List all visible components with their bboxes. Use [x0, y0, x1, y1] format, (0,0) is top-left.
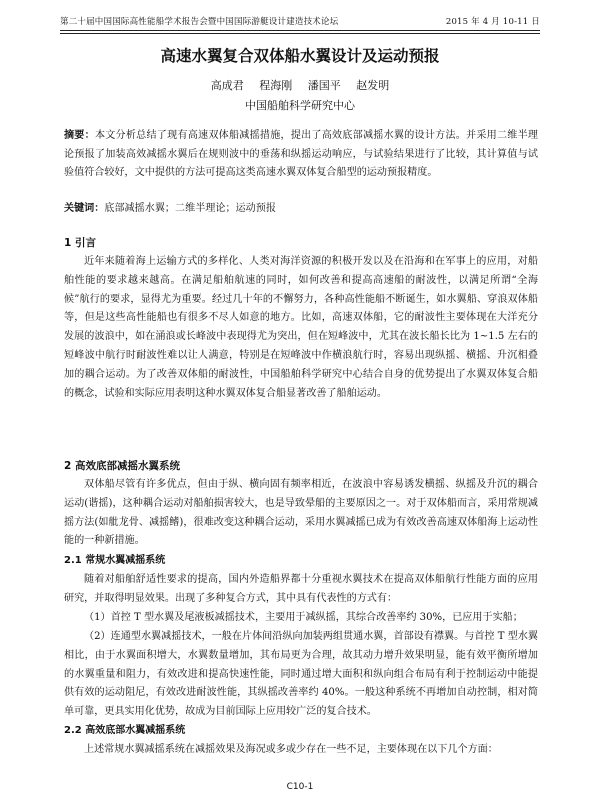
paragraph: 近年来随着海上运输方式的多样化、人类对海洋资源的积极开发以及在沿海和在军事上的应用，对船舶性能的要求越来越高。在满足船舶航速的同时，如何改善和提高高速船的耐波性，以满足所谓“全海候”航行的要求，显得尤为重要。经过几十年的不懈努力，各种高性能船不断诞生，如水翼船、穿浪双体船等，但是这些高性能船也有很多不尽人如意的地方。比如，高速双体船，它的耐波性主要体现在大洋充分发展的波浪中，如在涌浪或长峰波中表现得尤为突出，但在短峰波中，尤其在波长船长比为 1~1.5 左右的短峰波中航行时耐波性难以让人满意，特别是在短峰波中作横浪航行时，容易出现纵摇、横摇、升沉相叠加的耦合运动。为了改善双体船的耐波性，中国船舶科学研究中心结合自身的优势提出了水翼双体复合船的概念，试验和实际应用表明这种水翼双体复合船显著改善了船舶运动。 [64, 256, 538, 399]
page-number: C10-1 [286, 782, 314, 792]
keywords-label: 关键词： [64, 203, 105, 214]
paragraph: （1）首控 T 型水翼及尾液板减摇技术，主要用于减纵摇，其综合改善率约 30%，已应用于实船； [84, 612, 523, 623]
paragraph: 随着对船舶舒适性要求的提高，国内外造船界都十分重视水翼技术在提高双体船航行性能方面的应用研究，并取得明显效果。出现了多种复合方式，其中具有代表性的方式有： [64, 574, 538, 604]
conference-name: 第二十届中国国际高性能船学术报告会暨中国国际游艇设计建造技术论坛 [60, 17, 339, 27]
conference-date: 2015 年 4 月 10-11 日 [445, 17, 540, 27]
paragraph: 上述常规水翼减摇系统在减摇效果及海况或多或少存在一些不足，主要体现在以下几个方面： [84, 744, 498, 755]
abstract-text: 本文分析总结了现有高速双体船减摇措施，提出了高效底部减摇水翼的设计方法。并采用二维半理论预报了加装高效减摇水翼后在规则波中的垂荡和纵摇运动响应，与试验结果进行了比较，其计算值与试验值符合较好，文中提供的方法可提高这类高速水翼双体复合船型的运动预报精度。 [64, 130, 539, 179]
subsection-heading: 2.2 高效底部水翼减摇系统 [64, 725, 186, 736]
section-heading: 2 高效底部减摇水翼系统 [64, 460, 180, 472]
abstract [64, 127, 538, 183]
keywords-text: 底部减摇水翼；二维半理论；运动预报 [104, 203, 276, 214]
paper-title: 高速水翼复合双体船水翼设计及运动预报 [160, 47, 440, 65]
paragraph: 双体船尽管有许多优点，但由于纵、横向固有频率相近，在波浪中容易诱发横摇、纵摇及升沉的耦合运动(谐摇)，这种耦合运动对船舶损害较大，也是导致晕船的主要原因之一。对于双体船而言，采用常规减摇方法(如舭龙骨、减摇鳍)，很难改变这种耦合运动，采用水翼减摇已成为有效改善高速双体船海上运动性能的一种新措施。 [64, 479, 538, 547]
abstract-label: 摘要： [64, 130, 95, 141]
author-list: 高成君 程海刚 潘国平 赵发明 [210, 79, 390, 92]
header-rule-thin [60, 33, 540, 34]
keywords [64, 201, 538, 217]
subsection-heading: 2.1 常规水翼减摇系统 [64, 555, 166, 566]
header-rule [60, 30, 540, 31]
section-heading: 1 引言 [64, 237, 96, 249]
running-header [60, 14, 540, 28]
affiliation: 中国船舶科学研究中心 [245, 99, 355, 112]
paragraph: （2）连通型水翼减摇技术，一般在片体间沿纵向加装两组贯通水翼，首部设有襟翼。与首控 T 型水翼相比，由于水翼面积增大，水翼数量增加，其布局更为合理，故其动力增升效果明显，能有效平衡所增加的水翼重量和阻力，有效改进和提高快速性能，同时通过增大面积和纵向组合布局有利于控制运动中能提供有效的运动阻尼，有效改进耐波性能，其纵摇改善率约 40%。一般这种系统不再增加自动控制，相对简单可靠，更具实用化优势，故成为目前国际上应用较广泛的复合技术。 [64, 631, 538, 718]
